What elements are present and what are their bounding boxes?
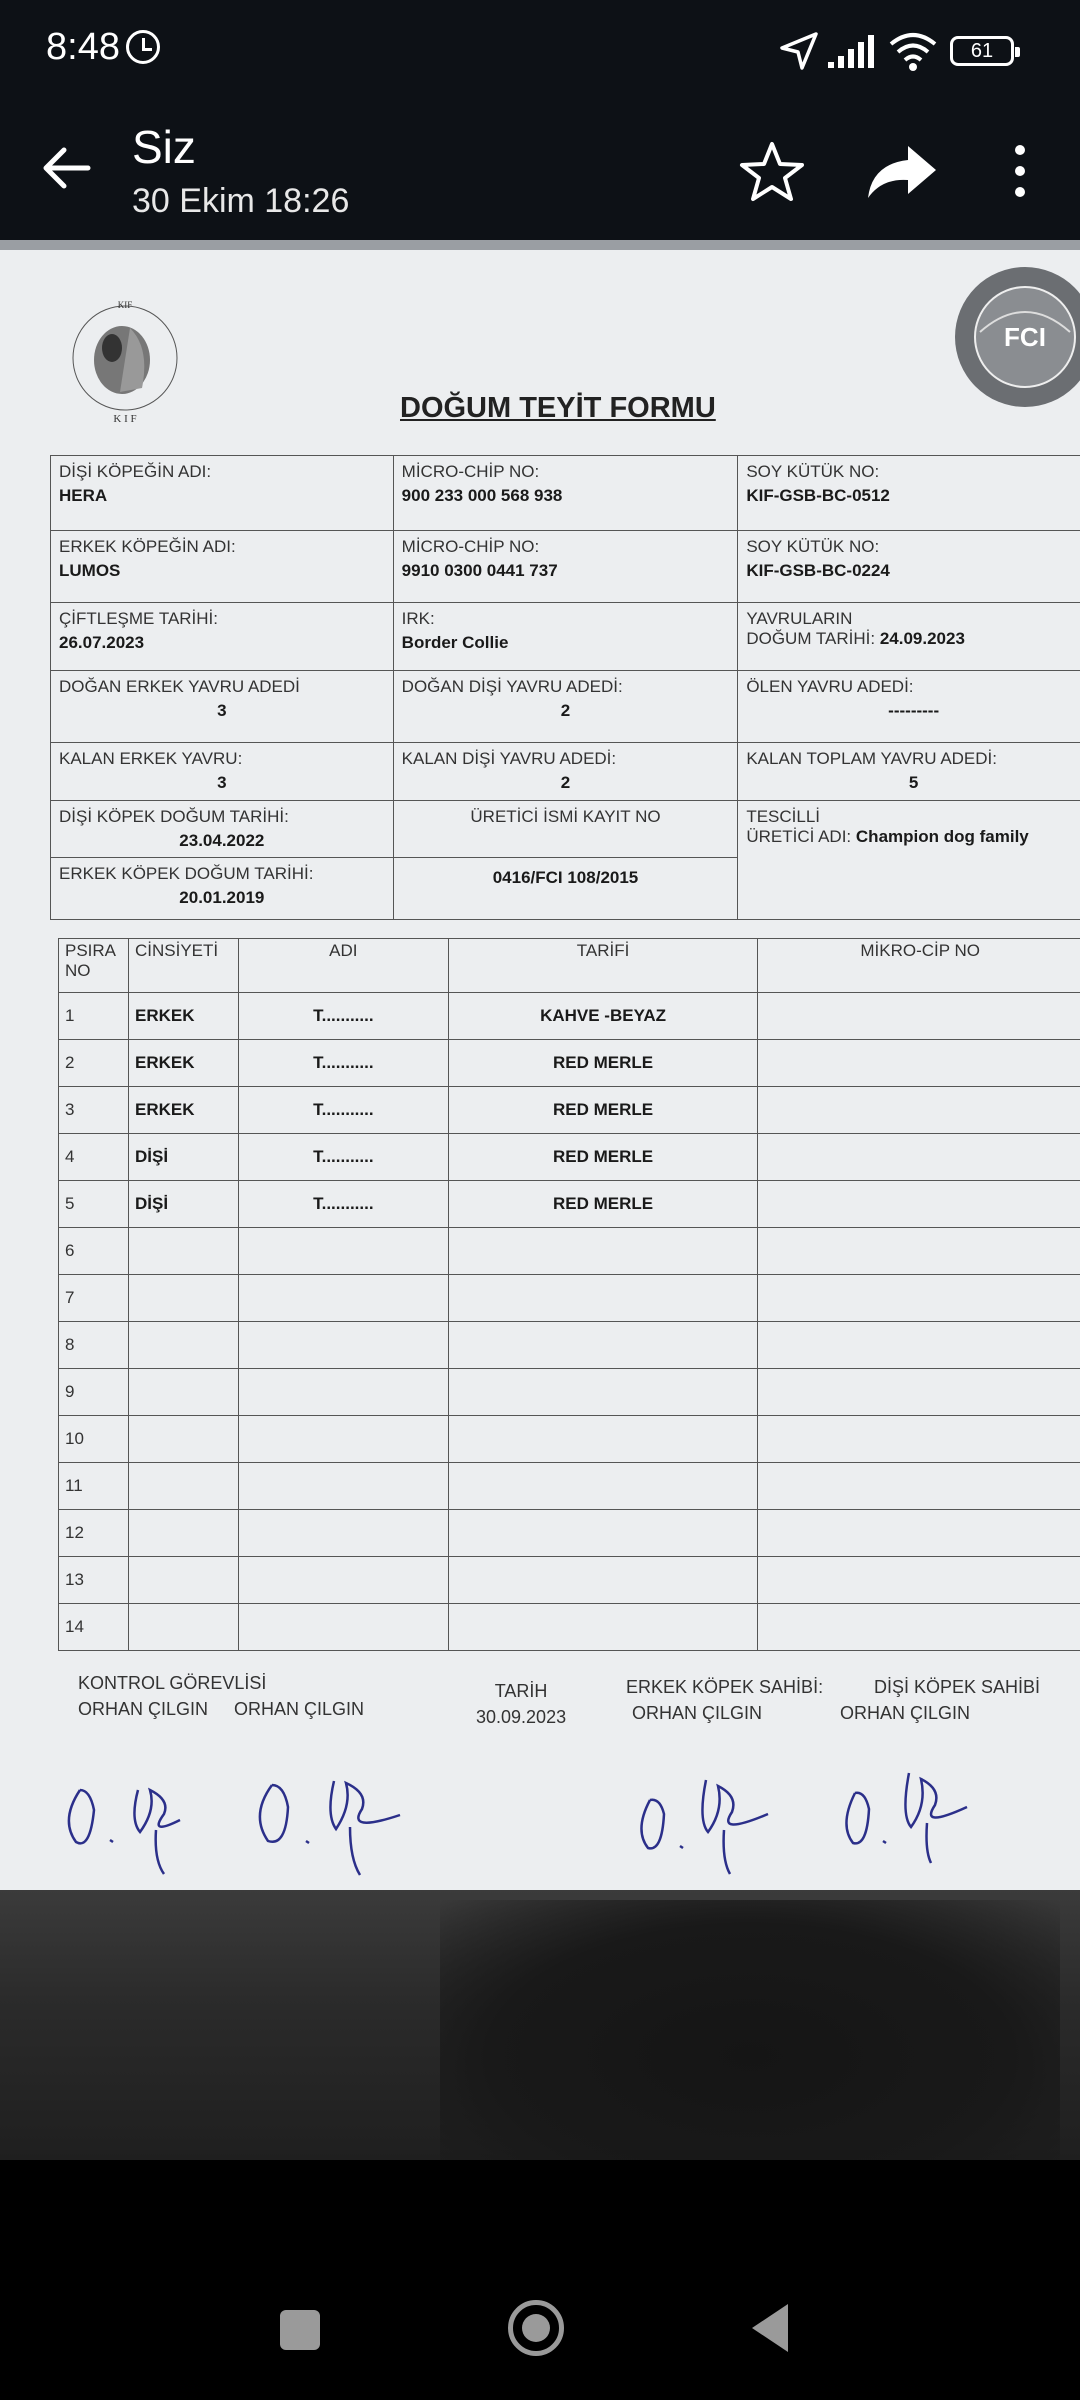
date-block — [476, 1678, 566, 1730]
col-header-no: PSIRA NO — [59, 939, 129, 993]
control-officer-name-1: ORHAN ÇILGIN — [78, 1699, 209, 1719]
cell-name — [238, 1416, 448, 1463]
cell-no: 14 — [59, 1604, 129, 1651]
system-nav-bar — [0, 2160, 1080, 2400]
cell-chip — [758, 1322, 1080, 1369]
cell-no: 6 — [59, 1228, 129, 1275]
cell-chip — [758, 1604, 1080, 1651]
male-owner-label: ERKEK KÖPEK SAHİBİ: — [626, 1677, 824, 1697]
col-header-chip: MİKRO-CİP NO — [758, 939, 1080, 993]
cell-name — [238, 1322, 448, 1369]
forward-icon[interactable] — [862, 136, 942, 206]
col-header-name: ADI — [238, 939, 448, 993]
table-row — [59, 1275, 1080, 1322]
cell-chip — [758, 1134, 1080, 1181]
female-registry-cell: SOY KÜTÜK NO: KIF-GSB-BC-0512 — [738, 456, 1080, 531]
cell-name: T........... — [238, 1134, 448, 1181]
svg-text:K I F: K I F — [113, 413, 137, 425]
cell-desc: RED MERLE — [448, 1040, 758, 1087]
signature-1 — [60, 1750, 220, 1880]
col-header-desc: TARİFİ — [448, 939, 758, 993]
cell-sex — [128, 1369, 238, 1416]
message-timestamp: 30 Ekim 18:26 — [132, 182, 350, 220]
cell-chip — [758, 993, 1080, 1040]
signature-4 — [835, 1745, 985, 1875]
female-dob-cell: DİŞİ KÖPEK DOĞUM TARİHİ: 23.04.2022 — [51, 801, 394, 858]
cell-no: 4 — [59, 1134, 129, 1181]
male-chip-cell: MİCRO-CHİP NO: 9910 0300 0441 737 — [393, 531, 738, 603]
cell-sex — [128, 1604, 238, 1651]
signature-date: 30.09.2023 — [476, 1707, 567, 1727]
cell-sex: ERKEK — [128, 1040, 238, 1087]
cell-sex — [128, 1322, 238, 1369]
cell-desc: KAHVE -BEYAZ — [448, 993, 758, 1040]
cell-name: T........... — [238, 1087, 448, 1134]
birth-confirmation-form — [0, 250, 1080, 1895]
kif-federation-logo — [50, 288, 200, 428]
male-owner-name: ORHAN ÇILGIN — [632, 1703, 763, 1723]
cell-sex — [128, 1510, 238, 1557]
photo-viewer[interactable] — [0, 240, 1080, 2160]
cell-sex — [128, 1275, 238, 1322]
control-officer-label: KONTROL GÖREVLİSİ — [78, 1673, 267, 1693]
cell-name — [238, 1604, 448, 1651]
born-female-cell: DOĞAN DİŞİ YAVRU ADEDİ: 2 — [393, 671, 738, 743]
control-officer-name-2: ORHAN ÇILGIN — [234, 1699, 365, 1719]
female-name-cell: DİŞİ KÖPEĞİN ADI: HERA — [51, 456, 394, 531]
cell-no: 2 — [59, 1040, 129, 1087]
born-male-cell: DOĞAN ERKEK YAVRU ADEDİ 3 — [51, 671, 394, 743]
table-row — [59, 1040, 1080, 1087]
svg-text:FCI: FCI — [1004, 322, 1046, 352]
remaining-total-cell: KALAN TOPLAM YAVRU ADEDİ: 5 — [738, 743, 1080, 801]
cell-no: 7 — [59, 1275, 129, 1322]
cell-desc — [448, 1322, 758, 1369]
cell-name — [238, 1228, 448, 1275]
cell-chip — [758, 1510, 1080, 1557]
control-officer-block — [78, 1670, 364, 1722]
cell-no: 10 — [59, 1416, 129, 1463]
cell-no: 8 — [59, 1322, 129, 1369]
cell-desc — [448, 1463, 758, 1510]
female-chip-cell: MİCRO-CHİP NO: 900 233 000 568 938 — [393, 456, 738, 531]
cell-desc — [448, 1369, 758, 1416]
cell-no: 3 — [59, 1087, 129, 1134]
form-title: DOĞUM TEYİT FORMU — [400, 392, 716, 424]
breeder-reg-label-cell: ÜRETİCİ İSMİ KAYIT NO — [393, 801, 738, 858]
cell-chip — [758, 1228, 1080, 1275]
cell-sex — [128, 1557, 238, 1604]
wifi-icon — [888, 30, 938, 72]
back-arrow-icon[interactable] — [28, 130, 104, 206]
cell-sex: DİŞİ — [128, 1134, 238, 1181]
cell-sex — [128, 1463, 238, 1510]
col-header-sex: CİNSİYETİ — [128, 939, 238, 993]
cell-no: 1 — [59, 993, 129, 1040]
app-bar — [0, 100, 1080, 240]
cell-name — [238, 1557, 448, 1604]
fci-logo — [950, 262, 1080, 412]
signature-3 — [630, 1750, 780, 1880]
cell-chip — [758, 1087, 1080, 1134]
table-row — [59, 993, 1080, 1040]
male-dob-cell: ERKEK KÖPEK DOĞUM TARİHİ: 20.01.2019 — [51, 858, 394, 920]
cell-name — [238, 1510, 448, 1557]
cell-name: T........... — [238, 1181, 448, 1228]
male-registry-cell: SOY KÜTÜK NO: KIF-GSB-BC-0224 — [738, 531, 1080, 603]
table-row — [59, 1134, 1080, 1181]
cell-sex: ERKEK — [128, 993, 238, 1040]
recents-square-icon[interactable] — [280, 2310, 320, 2350]
cell-no: 9 — [59, 1369, 129, 1416]
dead-count-cell: ÖLEN YAVRU ADEDİ: --------- — [738, 671, 1080, 743]
back-triangle-icon[interactable] — [752, 2304, 788, 2352]
sender-title: Siz — [132, 121, 196, 173]
cell-desc — [448, 1228, 758, 1275]
cell-no: 5 — [59, 1181, 129, 1228]
signature-2 — [250, 1745, 420, 1880]
male-name-cell: ERKEK KÖPEĞİN ADI: LUMOS — [51, 531, 394, 603]
female-owner-label: DİŞİ KÖPEK SAHİBİ — [874, 1677, 1041, 1697]
cell-desc: RED MERLE — [448, 1181, 758, 1228]
cell-desc: RED MERLE — [448, 1087, 758, 1134]
table-row — [59, 1604, 1080, 1651]
table-row — [59, 1228, 1080, 1275]
status-time: 8:48 — [46, 26, 120, 68]
photo-edge — [0, 240, 1080, 250]
battery-icon: 61 — [950, 36, 1014, 66]
cell-chip — [758, 1463, 1080, 1510]
date-label: TARİH — [494, 1681, 548, 1701]
dog-info-table — [50, 455, 1080, 920]
logo-lettering: KIF — [117, 300, 133, 310]
female-owner-block — [840, 1674, 1040, 1726]
cell-chip — [758, 1181, 1080, 1228]
cell-signal-icon — [826, 32, 878, 70]
cell-name — [238, 1463, 448, 1510]
alarm-clock-icon — [126, 30, 160, 64]
status-bar — [0, 0, 1080, 100]
more-options-icon[interactable] — [1000, 136, 1040, 206]
table-row — [59, 1416, 1080, 1463]
table-row — [59, 1322, 1080, 1369]
cell-desc — [448, 1510, 758, 1557]
table-row — [59, 1557, 1080, 1604]
cell-chip — [758, 1275, 1080, 1322]
cell-name — [238, 1275, 448, 1322]
cell-sex: ERKEK — [128, 1087, 238, 1134]
birth-date-cell: YAVRULARIN DOĞUM TARİHİ: 24.09.2023 — [738, 603, 1080, 671]
breeder-reg-cell: 0416/FCI 108/2015 — [393, 858, 738, 920]
location-arrow-icon — [778, 30, 820, 72]
star-icon[interactable] — [732, 136, 812, 206]
puppy-table — [58, 938, 1080, 1651]
table-row — [59, 1369, 1080, 1416]
cell-desc — [448, 1604, 758, 1651]
cell-name: T........... — [238, 993, 448, 1040]
cell-chip — [758, 1040, 1080, 1087]
breed-cell: IRK: Border Collie — [393, 603, 738, 671]
cell-sex — [128, 1416, 238, 1463]
cell-name — [238, 1369, 448, 1416]
cell-sex: DİŞİ — [128, 1181, 238, 1228]
cell-chip — [758, 1369, 1080, 1416]
table-row — [59, 1181, 1080, 1228]
cell-desc — [448, 1275, 758, 1322]
cell-no: 11 — [59, 1463, 129, 1510]
female-owner-name: ORHAN ÇILGIN — [840, 1703, 971, 1723]
table-row — [59, 1463, 1080, 1510]
cell-desc — [448, 1416, 758, 1463]
remaining-male-cell: KALAN ERKEK YAVRU: 3 — [51, 743, 394, 801]
home-circle-icon[interactable] — [508, 2300, 564, 2356]
cell-name: T........... — [238, 1040, 448, 1087]
photo-background-shoe — [440, 1900, 1060, 2160]
cell-chip — [758, 1557, 1080, 1604]
cell-chip — [758, 1416, 1080, 1463]
cell-no: 12 — [59, 1510, 129, 1557]
breeder-name-cell: TESCİLLİ ÜRETİCİ ADI: Champion dog family — [738, 801, 1080, 920]
remaining-female-cell: KALAN DİŞİ YAVRU ADEDİ: 2 — [393, 743, 738, 801]
cell-no: 13 — [59, 1557, 129, 1604]
cell-desc: RED MERLE — [448, 1134, 758, 1181]
cell-sex — [128, 1228, 238, 1275]
table-row — [59, 1087, 1080, 1134]
male-owner-block — [626, 1674, 823, 1726]
table-row — [59, 1510, 1080, 1557]
cell-desc — [448, 1557, 758, 1604]
mating-date-cell: ÇİFTLEŞME TARİHİ: 26.07.2023 — [51, 603, 394, 671]
